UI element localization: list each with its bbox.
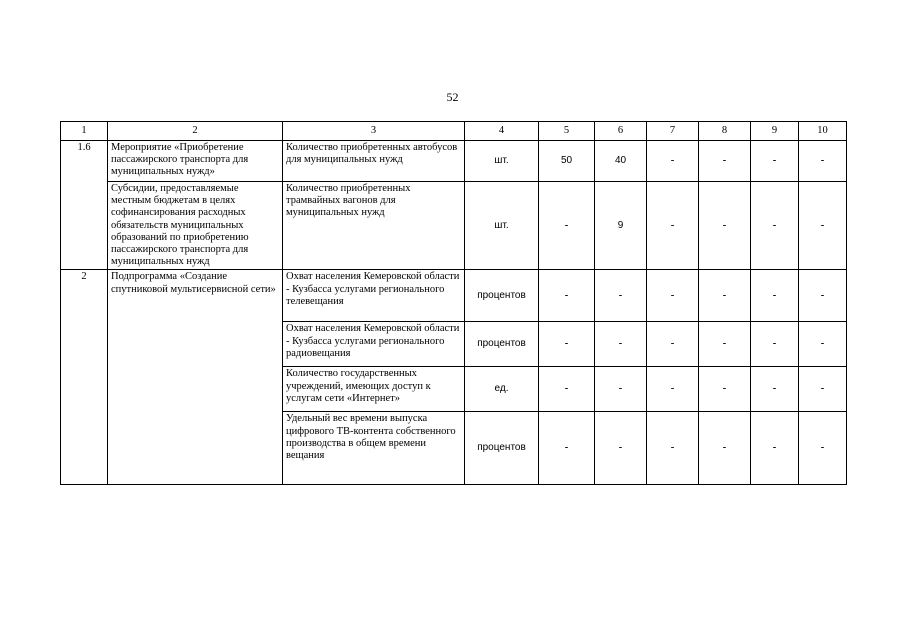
value-cell: - xyxy=(699,412,751,485)
indicator-unit: процентов xyxy=(465,412,539,485)
value-cell: - xyxy=(595,367,647,412)
indicator-unit: процентов xyxy=(465,322,539,367)
value-cell: 50 xyxy=(539,141,595,182)
value-cell: - xyxy=(699,367,751,412)
value-cell: - xyxy=(647,367,699,412)
row-number: 2 xyxy=(61,270,108,485)
header-cell: 7 xyxy=(647,122,699,141)
header-cell: 10 xyxy=(799,122,847,141)
value-cell: - xyxy=(799,412,847,485)
value-cell: - xyxy=(699,322,751,367)
value-cell: - xyxy=(751,367,799,412)
value-cell: - xyxy=(595,322,647,367)
value-cell: - xyxy=(539,182,595,270)
program-name: Подпрограмма «Создание спутниковой мультисервисной сети» xyxy=(108,270,283,485)
table-row xyxy=(61,270,847,322)
indicator-name: Количество приобретенных трамвайных вагонов для муниципальных нужд xyxy=(283,182,465,270)
value-cell: - xyxy=(699,270,751,322)
value-cell: - xyxy=(595,412,647,485)
subsidy-description: Субсидии, предоставляемые местным бюджетам в целях софинансирования расходных обязательств муниципальных образований по приобретению пассажирского транспорта для муниципальных нужд xyxy=(108,182,283,270)
value-cell: - xyxy=(799,182,847,270)
value-cell: - xyxy=(751,141,799,182)
value-cell: 9 xyxy=(595,182,647,270)
header-cell: 6 xyxy=(595,122,647,141)
row-number: 1.6 xyxy=(61,141,108,270)
indicator-unit: шт. xyxy=(465,182,539,270)
indicators-table xyxy=(60,121,847,485)
value-cell: - xyxy=(699,141,751,182)
indicator-name: Охват населения Кемеровской области - Кузбасса услугами регионального радиовещания xyxy=(283,322,465,367)
header-row xyxy=(61,122,847,141)
header-cell: 3 xyxy=(283,122,465,141)
value-cell: - xyxy=(647,322,699,367)
header-cell: 2 xyxy=(108,122,283,141)
indicator-name: Удельный вес времени выпуска цифрового ТВ-контента собственного производства в общем времени вещания xyxy=(283,412,465,485)
page-number: 52 xyxy=(446,90,459,104)
value-cell: 40 xyxy=(595,141,647,182)
indicator-name: Количество государственных учреждений, имеющих доступ к услугам сети «Интернет» xyxy=(283,367,465,412)
value-cell: - xyxy=(699,182,751,270)
value-cell: - xyxy=(595,270,647,322)
value-cell: - xyxy=(751,322,799,367)
value-cell: - xyxy=(647,412,699,485)
value-cell: - xyxy=(647,141,699,182)
indicator-name: Охват населения Кемеровской области - Кузбасса услугами регионального телевещания xyxy=(283,270,465,322)
value-cell: - xyxy=(539,270,595,322)
header-cell: 1 xyxy=(61,122,108,141)
value-cell: - xyxy=(799,270,847,322)
value-cell: - xyxy=(647,270,699,322)
header-cell: 9 xyxy=(751,122,799,141)
value-cell: - xyxy=(751,412,799,485)
indicator-name: Количество приобретенных автобусов для муниципальных нужд xyxy=(283,141,465,182)
indicator-unit: процентов xyxy=(465,270,539,322)
value-cell: - xyxy=(539,367,595,412)
indicator-unit: шт. xyxy=(465,141,539,182)
indicator-unit: ед. xyxy=(465,367,539,412)
value-cell: - xyxy=(751,182,799,270)
value-cell: - xyxy=(751,270,799,322)
header-cell: 4 xyxy=(465,122,539,141)
table-row xyxy=(61,141,847,182)
header-cell: 8 xyxy=(699,122,751,141)
value-cell: - xyxy=(647,182,699,270)
value-cell: - xyxy=(799,322,847,367)
event-name: Мероприятие «Приобретение пассажирского транспорта для муниципальных нужд» xyxy=(108,141,283,182)
value-cell: - xyxy=(539,412,595,485)
value-cell: - xyxy=(539,322,595,367)
value-cell: - xyxy=(799,141,847,182)
value-cell: - xyxy=(799,367,847,412)
header-cell: 5 xyxy=(539,122,595,141)
